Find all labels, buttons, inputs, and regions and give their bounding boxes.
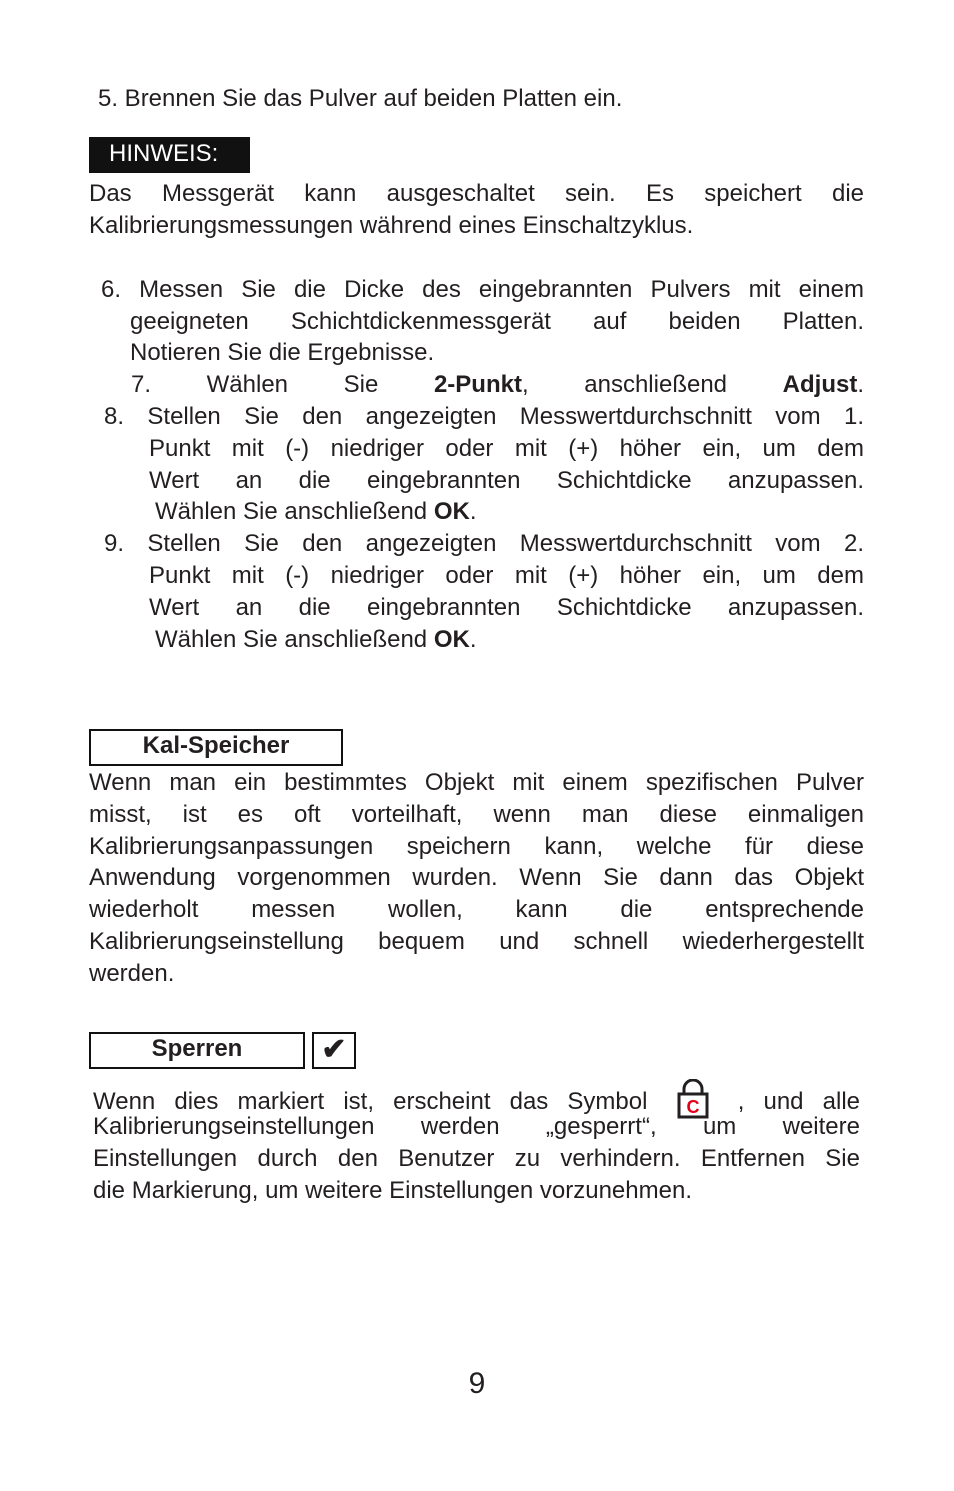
lock-line-4: die Markierung, um weitere Einstellungen vorzunehmen. <box>93 1177 692 1204</box>
cal-memory-line-4: Anwendung vorgenommen wurden. Wenn Sie dann das Objekt <box>89 864 864 891</box>
step-7-mid: , anschließend <box>521 371 728 398</box>
step-7-prefix: 7. Wählen Sie <box>131 371 379 398</box>
step-8-line-3: Wert an die eingebrannten Schichtdicke anzupassen. <box>149 467 864 494</box>
cal-memory-line-1: Wenn man ein bestimmtes Objekt mit einem spezifischen Pulver <box>89 769 864 796</box>
step-9-line-2: Punkt mit (-) niedriger oder mit (+) höher ein, um dem <box>149 562 864 589</box>
cal-memory-heading: Kal-Speicher <box>89 729 343 766</box>
cal-memory-line-6: Kalibrierungseinstellung bequem und schnell wiederhergestellt <box>89 928 864 955</box>
step-8-line-2: Punkt mit (-) niedriger oder mit (+) höher ein, um dem <box>149 435 864 462</box>
step-6-line-2: geeigneten Schichtdickenmessgerät auf beiden Platten. <box>130 308 864 335</box>
step-8-ok: OK <box>433 498 470 525</box>
note-label: HINWEIS: <box>89 137 250 173</box>
step-7-adjust: Adjust <box>782 371 858 398</box>
lock-checkbox[interactable] <box>312 1032 356 1069</box>
step-7 <box>131 369 864 401</box>
step-7-suffix: . <box>857 371 864 398</box>
lock-heading: Sperren <box>89 1032 305 1069</box>
cal-memory-line-2: misst, ist es oft vorteilhaft, wenn man diese einmaligen <box>89 801 864 828</box>
cal-memory-line-5: wiederholt messen wollen, kann die entsprechende <box>89 896 864 923</box>
step-9-line-4 <box>155 624 477 656</box>
cal-memory-line-3: Kalibrierungsanpassungen speichern kann, welche für diese <box>89 833 864 860</box>
lock-line-1-suffix: , und alle <box>737 1088 861 1115</box>
note-text-line-1: Das Messgerät kann ausgeschaltet sein. Es speichert die <box>89 180 864 207</box>
step-9-line-4-suffix: . <box>469 626 477 653</box>
step-9-line-1: 9. Stellen Sie den angezeigten Messwertdurchschnitt vom 2. <box>104 530 864 557</box>
step-5: 5. Brennen Sie das Pulver auf beiden Platten ein. <box>98 85 623 112</box>
page-number: 9 <box>468 1367 486 1400</box>
step-8-line-4-prefix: Wählen Sie anschließend <box>155 498 434 525</box>
note-text-line-2: Kalibrierungsmessungen während eines Einschaltzyklus. <box>89 212 694 239</box>
step-8-line-1: 8. Stellen Sie den angezeigten Messwertdurchschnitt vom 1. <box>104 403 864 430</box>
cal-memory-line-7: werden. <box>89 960 175 987</box>
step-7-two-point: 2-Punkt <box>433 371 522 398</box>
step-6-line-1: 6. Messen Sie die Dicke des eingebrannten Pulvers mit einem <box>101 276 864 303</box>
step-8-line-4-suffix: . <box>469 498 477 525</box>
step-8-line-4 <box>155 496 477 528</box>
step-6-line-3: Notieren Sie die Ergebnisse. <box>130 339 435 366</box>
lock-icon-letter: C <box>686 1097 700 1117</box>
lock-line-1-prefix: Wenn dies markiert ist, erscheint das Symbol <box>93 1088 648 1115</box>
check-mark-icon: ✔ <box>321 1033 347 1066</box>
lock-line-3: Einstellungen durch den Benutzer zu verhindern. Entfernen Sie <box>93 1145 860 1172</box>
step-9-ok: OK <box>433 626 470 653</box>
lock-line-2: Kalibrierungseinstellungen werden „gesperrt“, um weitere <box>93 1113 860 1140</box>
step-9-line-3: Wert an die eingebrannten Schichtdicke anzupassen. <box>149 594 864 621</box>
step-9-line-4-prefix: Wählen Sie anschließend <box>155 626 434 653</box>
